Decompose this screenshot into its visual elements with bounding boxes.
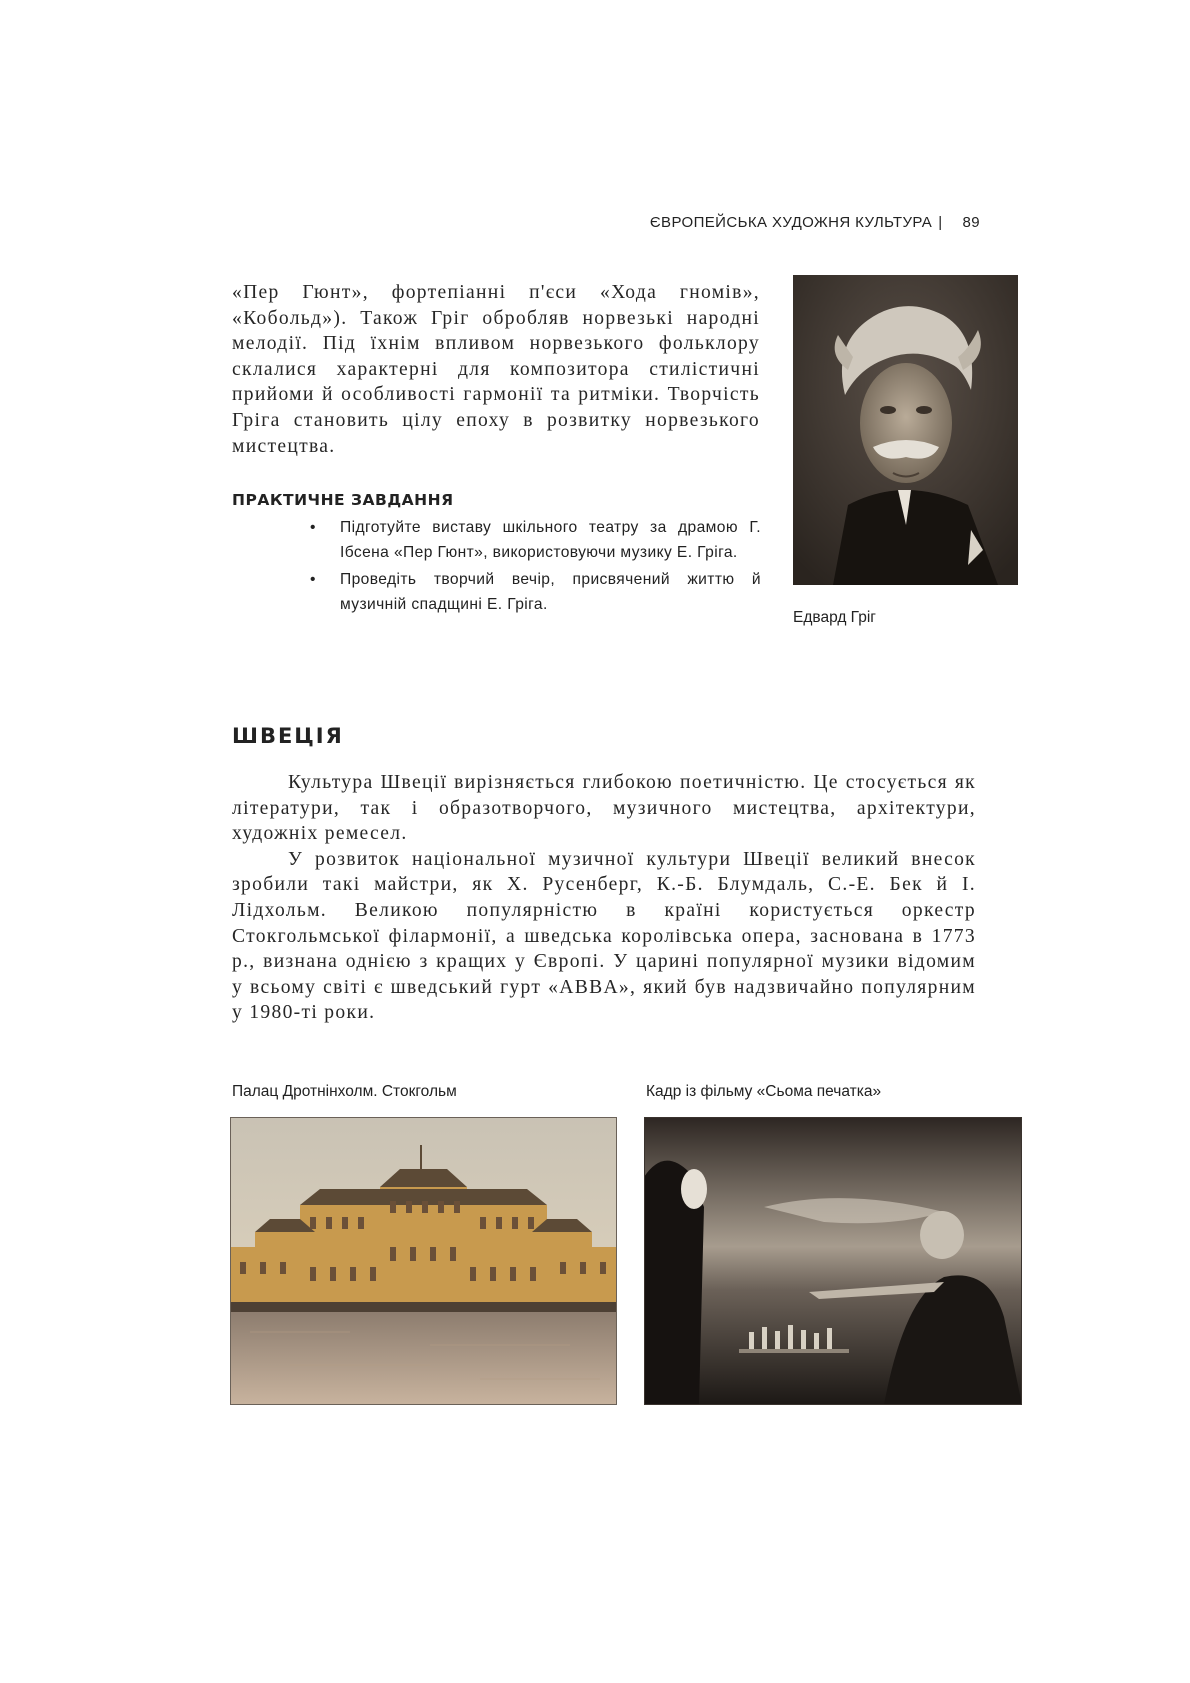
grieg-portrait: [793, 275, 1018, 585]
paragraph: У розвиток національної музичної культури Швеції великий внесок зробили такі майстри, як Х. Русенберг, К.-Б. Блумдаль, С.-Е. Бек й І. Лідхольм. Великою популярністю в країні користується оркестр Стокгольмської філармонії, а шведська королівська опера, заснована в 1773 р., визнана однією з кращих у Європі. У царині популярної музики відомим у всьому світі є шведський гурт «ABBA», який був надзвичайно популярним у 1980-ті роки.: [232, 848, 976, 1024]
film-still-photo: [644, 1117, 1022, 1405]
task-text: Підготуйте виставу шкільного театру за драмою Г. Ібсена «Пер Гюнт», використовуючи музику Е. Гріга.: [340, 519, 761, 561]
header-separator: |: [938, 214, 943, 231]
list-item: [306, 515, 761, 565]
running-header: [560, 214, 980, 231]
bullet: •: [310, 571, 316, 588]
paragraph: Культура Швеції вирізняється глибокою поетичністю. Це стосується як літератури, так і образотворчого, музичного мистецтва, архітектури, художніх ремесел.: [232, 772, 976, 845]
bullet: •: [310, 519, 316, 536]
practical-task-heading: ПРАКТИЧНЕ ЗАВДАННЯ: [232, 491, 454, 509]
list-item: [306, 567, 761, 617]
task-text: Проведіть творчий вечір, присвячений життю й музичній спадщині Е. Гріга.: [340, 571, 761, 613]
film-photo-caption: Кадр із фільму «Сьома печатка»: [646, 1083, 882, 1100]
running-title: ЄВРОПЕЙСЬКА ХУДОЖНЯ КУЛЬТУРА: [649, 214, 933, 231]
palace-photo: [230, 1117, 617, 1405]
palace-photo-caption: Палац Дротнінхолм. Стокгольм: [232, 1083, 457, 1100]
practical-task-list: [306, 515, 761, 619]
portrait-caption: Едвард Гріг: [793, 609, 876, 626]
page-number: 89: [962, 214, 980, 231]
section-heading-sweden: ШВЕЦІЯ: [232, 724, 344, 748]
sweden-body: [232, 770, 976, 1026]
intro-paragraph: «Пер Гюнт», фортепіанні п'єси «Хода гномів», «Кобольд»). Також Гріг обробляв норвезькі народні мелодії. Під їхнім впливом норвезького фольклору склалися характерні для композитора стилістичні прийоми й особливості гармонії та ритміки. Творчість Гріга становить цілу епоху в розвитку норвезького мистецтва.: [232, 282, 760, 457]
